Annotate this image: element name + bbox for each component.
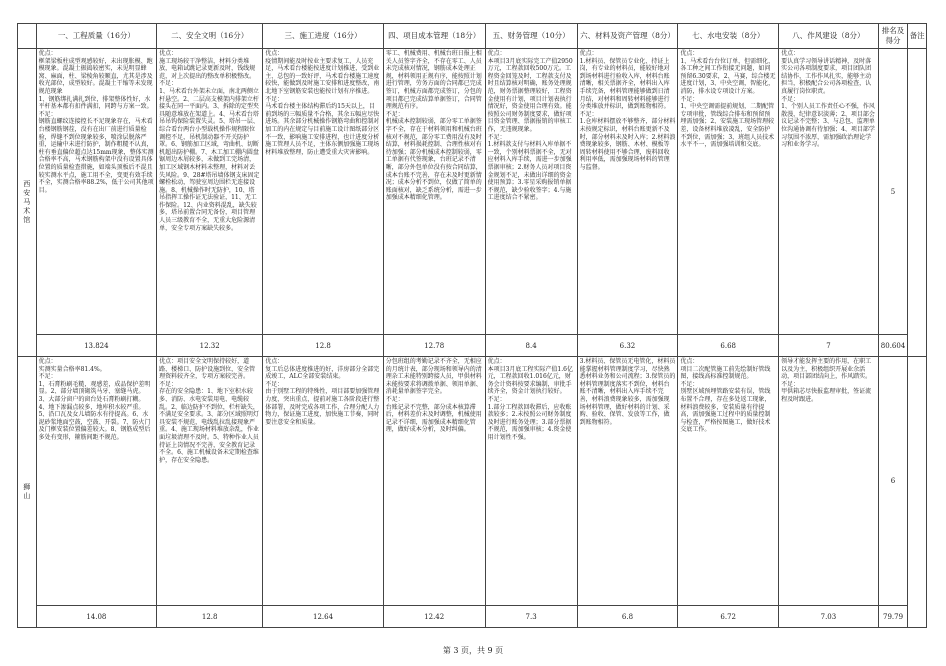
progress-comment: 优点： 疫情期间能及时按业主要求复工，人员充足，马术看台楼能按进度计划推进，受到业主、总包的一致好评，马术看台楼施工速度较快，能做到及时施工安排和进度整改，南北地下室钢筋安装也能按计划有序推进。 不足： 马术看台楼主体结构滞后约15天以上，目前到场的三幅质量不合格，其余五幅应尽快进场。其余部分机械操作钢筋弯曲和控制对加工的内在规定与目前施工设计图纸部分区不一致，影响施工安排进程，也计进度分析施工管理人员不足，主体东侧加强施工现场材料堆放整理，防止遭受重大灾害影响。: [263, 49, 383, 335]
header-remark: 备注: [908, 24, 927, 49]
material-score: 6.8: [577, 606, 678, 628]
cost-comment: 分包班组的考勤记录不齐全，无相应的月统计表，部分现场和领导内的清理杂工未能特别跨接人员，甲供材料未能按要求将调拨单据、领用单据、消耗量单据签字完全。 不足： 台账记录不完整，部分成本核算滞后，材料差价未及时调整，机械使用记录不详细，需加强成本精细化管理，做好成本分析，及时纠偏。: [383, 357, 485, 606]
site-name: 狮山: [18, 357, 37, 628]
quality-comment: 优点： 实测实量合格率81.4%。 不足： 1、石膏粉刷毛糙，观感差，成品保护差明显。2、部分墙顶砌筑马牙、塞缝马虎。3、大部分窗户的窗台处石膏粉刷打糊。4、地下渗漏点较多，地库积水较严重。5、沿口瓦及女儿墙防水有待提高。6、水泥砂浆地面空鼓，空鼓、开裂。7、防火门及门框安装位置偏差较大。8、钢筋成型后多处有变形，箍筋间距不规范。: [36, 357, 156, 606]
plumbing-comment: 优点： 1、马术看台台位订单，但需细化，各工种之间工作衔接无问题，如问预留6.30要求，2、马赛，综合楼无进度计划，3、中央空调，智能化，消防，排水设专项设计方案。 不足： 1、中央空调需提前规划，二期配管专项审批，管线综合排布和预留预埋需加强；2、安装施工现场管理较差，设备材料堆放凌乱，安全防护不到位，需加强；3、班组人员技术水平不一，需加强培训和交底。: [678, 49, 779, 335]
total-score: 79.79: [878, 606, 908, 628]
safety-score: 12.8: [157, 606, 263, 628]
header-rank-score: 排名及得分: [878, 24, 908, 49]
plumbing-score: 6.68: [678, 335, 779, 357]
progress-comment: 优点： 复工后总体进度推进的好，洋房部分全部完成竣工，ALC全部安装结束。 不足： 由于别墅工程的特殊性，项目部要加强管理力度，突出重点，提前对施工各阶段进行整体部署，及时完成各项工作，合理分配人力物力，保证施工进度，加快施工节奏，同时要注意安全和质量。: [263, 357, 383, 606]
workstyle-comment: 领导才能发挥主要的作用，在职工以及为主，积极组织开展业余活动，项目部团结向上，作风踏实。 不足： 甲供箱芯尽快报监理审批，签证流程及时跟进。: [779, 357, 879, 606]
score-row: [18, 606, 927, 628]
header-site: [18, 24, 37, 49]
table-row: [18, 49, 927, 335]
safety-comment: 优点： 施工现场较干净整洁，材料分类堆放，电箱试跳记录更新及时，钱线规范，对上次提出的整改单积极整改。 不足： 1、马术看台外架未立面，南北两侧立杆悬空。2、二层高支模架内排架立杆接头在同一平面内。3、拆除的定型夹具随意堆放在架道上。4、马术看台塔吊吊钩保险装置失灵。5、塔吊一层、综合看台两台小型载机操作规程限位调控不足，吊机制动器不开关防护罩。6、钢筋加工区域，弯曲机、切断机超出防护棚。7、木工加工棚内圆盘锯周边木屑较多，未做到工完场清，加工区域钢木材料未整理，材料对丢失风险。9、28#塔吊墙体钢支床固定螺栓松动，驾驶室周边围栏无连接设施。8、机械操作时无防护，10、塔吊指挥工操作证无法验证，11、无工作保险。12、内业资料混乱，缺失较多，塔吊前置合同无备份，项目管理人员三级教育不全，无重大危险源清单，安全专项方案缺失较多。: [157, 49, 263, 335]
finance-score: 7.3: [485, 606, 577, 628]
cost-comment: 零工、机械费用、机械台班日报上相关人员签字齐全，不存在零工、人员未完成核对情况，钢筋成本处理正规，材料领用正规有序，能按照计划进行管理，劳务方面的合同都已完成签订，机械方面都完成签订，分包的项目都已完成结算单据签订，合同管理规范有序。 不足： 机械成本控制较弱，部分零工单据签字不全，存在于材料领用和机械台班核对不规范，部分零工费用没有及时结算，材料损耗控制、合理性核对有待加强；部分机械成本控制较弱，零工单据有代签现象，台班记录不清晰，部分外包单位没有按合同结算，成本台账不完善，存在未及时更新情况；成本分析不到位，仅做了简单的账面核对，缺乏系统分析，需进一步加强成本精细化管理。: [383, 49, 485, 335]
plumbing-comment: 优点： 项目二次配管施工前先绘制好管线图，接线高标准控制规范。 不足： 别墅区域预埋管路安装有误，管线布置不合理，存在多处返工现象，材料浪费较多，安装质量有待提高，需加强施工过程中的质量控制与检查，严格按图施工，做好技术交底工作。: [678, 357, 779, 606]
remark-value: [908, 357, 927, 628]
header-row: [18, 24, 927, 49]
cost-score: 12.78: [383, 335, 485, 357]
header-financial-management: 五、财务管理（10分）: [485, 24, 577, 49]
cost-score: 12.42: [383, 606, 485, 628]
header-construction-progress: 三、施工进度（16分）: [263, 24, 383, 49]
workstyle-score: 7.03: [779, 606, 879, 628]
table-row: [18, 357, 927, 606]
finance-comment: 优点： 本项目3月底工程实际产值1.6亿元，工程款回收1.016亿元，财务会计资料按要求编制，审批手续齐全，资金计划执行较好。 不足： 1.部分工程款回收滞后，应收账款较多；2.未按照公司财务制度及时进行账务处理；3.部分票据不规范，需加强审核；4.资金使用计划性不强。: [485, 357, 577, 606]
safety-score: 12.32: [157, 335, 263, 357]
site-name: 西安马术馆: [18, 49, 37, 357]
finance-score: 8.4: [485, 335, 577, 357]
remark-value: [908, 49, 927, 357]
page-footer: 第 3 页，共 9 页: [442, 646, 504, 655]
progress-score: 12.64: [263, 606, 383, 628]
quality-score: 14.08: [36, 606, 156, 628]
finance-comment: 优点： 本项目3月底实际完工产值2950万元，工程款回收500万元。工程资金回笼及时，工程款支付及时且结算核对明确，账务处理规范，财务票据整理较好，工程资金使用有计划，项目计划表执行情况好，资金使用合理有效。能按照公司财务制度要求，做好项目资金管理、票据报销的审核工作，无违规现象。 不足： 1.材料款支付与材料入库单据不一致，个别材料票据不全，无对应材料入库手续，需进一步加强票据审核；2.财务人员对项目资金规划不足，未做出详细的资金使用预算；3.零星采购报销单据不规范，缺少验收签字；4.与施工进度结合不紧密。: [485, 49, 577, 335]
plumbing-score: 6.72: [678, 606, 779, 628]
header-cost-management: 四、项目成本管理（18分）: [383, 24, 485, 49]
header-material-assets: 六、材料及资产管理（8分）: [577, 24, 678, 49]
header-work-style: 八、作风建设（8分）: [779, 24, 879, 49]
quality-comment: 优点： 框架梁板柱成型观感较好，未出现胀模、跑模现象。混凝土振捣较密实，未见明显蜂窝、麻面，柱、梁棱角较顺直，尤其是涉及收光部位，成型较好。混凝土干缩等未发现规范现象 1、钢筋绑扎满扎到位，排架整体性好，水平杆基本都有扣件满扣，同跨与方案一致。 不足： 钢筋直螺纹连接控长不足现象存在，马术看台楼钢筋钢茬，没有在出厂前进行质量检验，焊缝不到位现象较多，喷涂层脱落严重，运输中未进行防护，制作粗糙不认真，柱有垂直偏位超点达15mm现象，整体实测合格率不高，马术钢筋构架中没有设置具体位置的质量检查措施，如端头顶板后不混且较实测水平点，施工用不全，变更有效手续不全，实测合格率88.2%，低于公司其他项目。: [36, 49, 156, 335]
total-score: 80.604: [878, 335, 908, 357]
quality-score: 13.824: [36, 335, 156, 357]
workstyle-comment: 优点： 要认真学习领导讲话精神，及时落实公司各项制度要求，项目团队团结协作，工作作风扎实，能够主动担当，积极配合公司各项检查，认真履行岗位职责。 不足： 1、个别人员工作责任心不强，作风散漫，纪律意识淡薄；2、项目部会议记录不完整；3、与总包、监理单位沟通协调有待加强；4、项目部学习氛围不浓厚，需加强政治理论学习和业务学习。: [779, 49, 879, 335]
rank-value: 6: [878, 357, 908, 606]
workstyle-score: 7: [779, 335, 879, 357]
header-plumbing-electrical: 七、水电安装（8分）: [678, 24, 779, 49]
material-comment: 优点： 1.材料员、保管员专业化、持证上岗，有专业的材料员，能较好地对到场材料进行验收入库，材料台账清晰，相关票据齐全，材料出入库手续完备，材料管理能够做到日清月结，对材料和周转材料能够进行分类堆放并标识，做到账物相符。 不足： 1.仓库材料摆放不够整齐，部分材料未按规定标识，材料台账更新不及时，部分材料未及时入库；2.材料浪费现象较多，钢筋、木材、模板等周转材料使用不够合理，废料回收利用率低，需加强现场材料的管理与监督。: [577, 49, 678, 335]
progress-score: 12.8: [263, 335, 383, 357]
header-engineering-quality: 一、工程质量（16分）: [36, 24, 156, 49]
evaluation-table: [17, 23, 927, 628]
material-score: 6.32: [577, 335, 678, 357]
safety-comment: 优点：项目安全文明保持较好，道路、楼梯口、防护设施到位，安全管理资料较齐全，专项方案较完善。 不足： 存在的安全隐患：1、地下室积水较多、消防、水电安装用电、电缆较乱。2、临边防护不到位，栏杆缺失，不满足安全要求。3、部分区域照明灯具安装不规范，电线乱拉乱接现象严重。4、施工现场材料堆放杂乱，作业面垃圾清理不及时。5、特种作业人员持证上岗情况不完善，安全教育记录不全。6、施工机械设备未定期检查维护，存在安全隐患。: [157, 357, 263, 606]
score-row: [18, 335, 927, 357]
material-comment: 3.材料员、保管员无电管化，材料员能掌握材料管理制度学习，尽快熟悉材料业务和公司流程；3.保管员的材料管理制度落实不到位，材料台账不清晰，材料出入库手续不完善，材料浪费现象较多，需加强现场材料管理，做好材料的计划、采购、验收、保管、发放等工作，做到账物相符。: [577, 357, 678, 606]
rank-value: 5: [878, 49, 908, 335]
header-safety-civilization: 二、安全文明（16分）: [157, 24, 263, 49]
